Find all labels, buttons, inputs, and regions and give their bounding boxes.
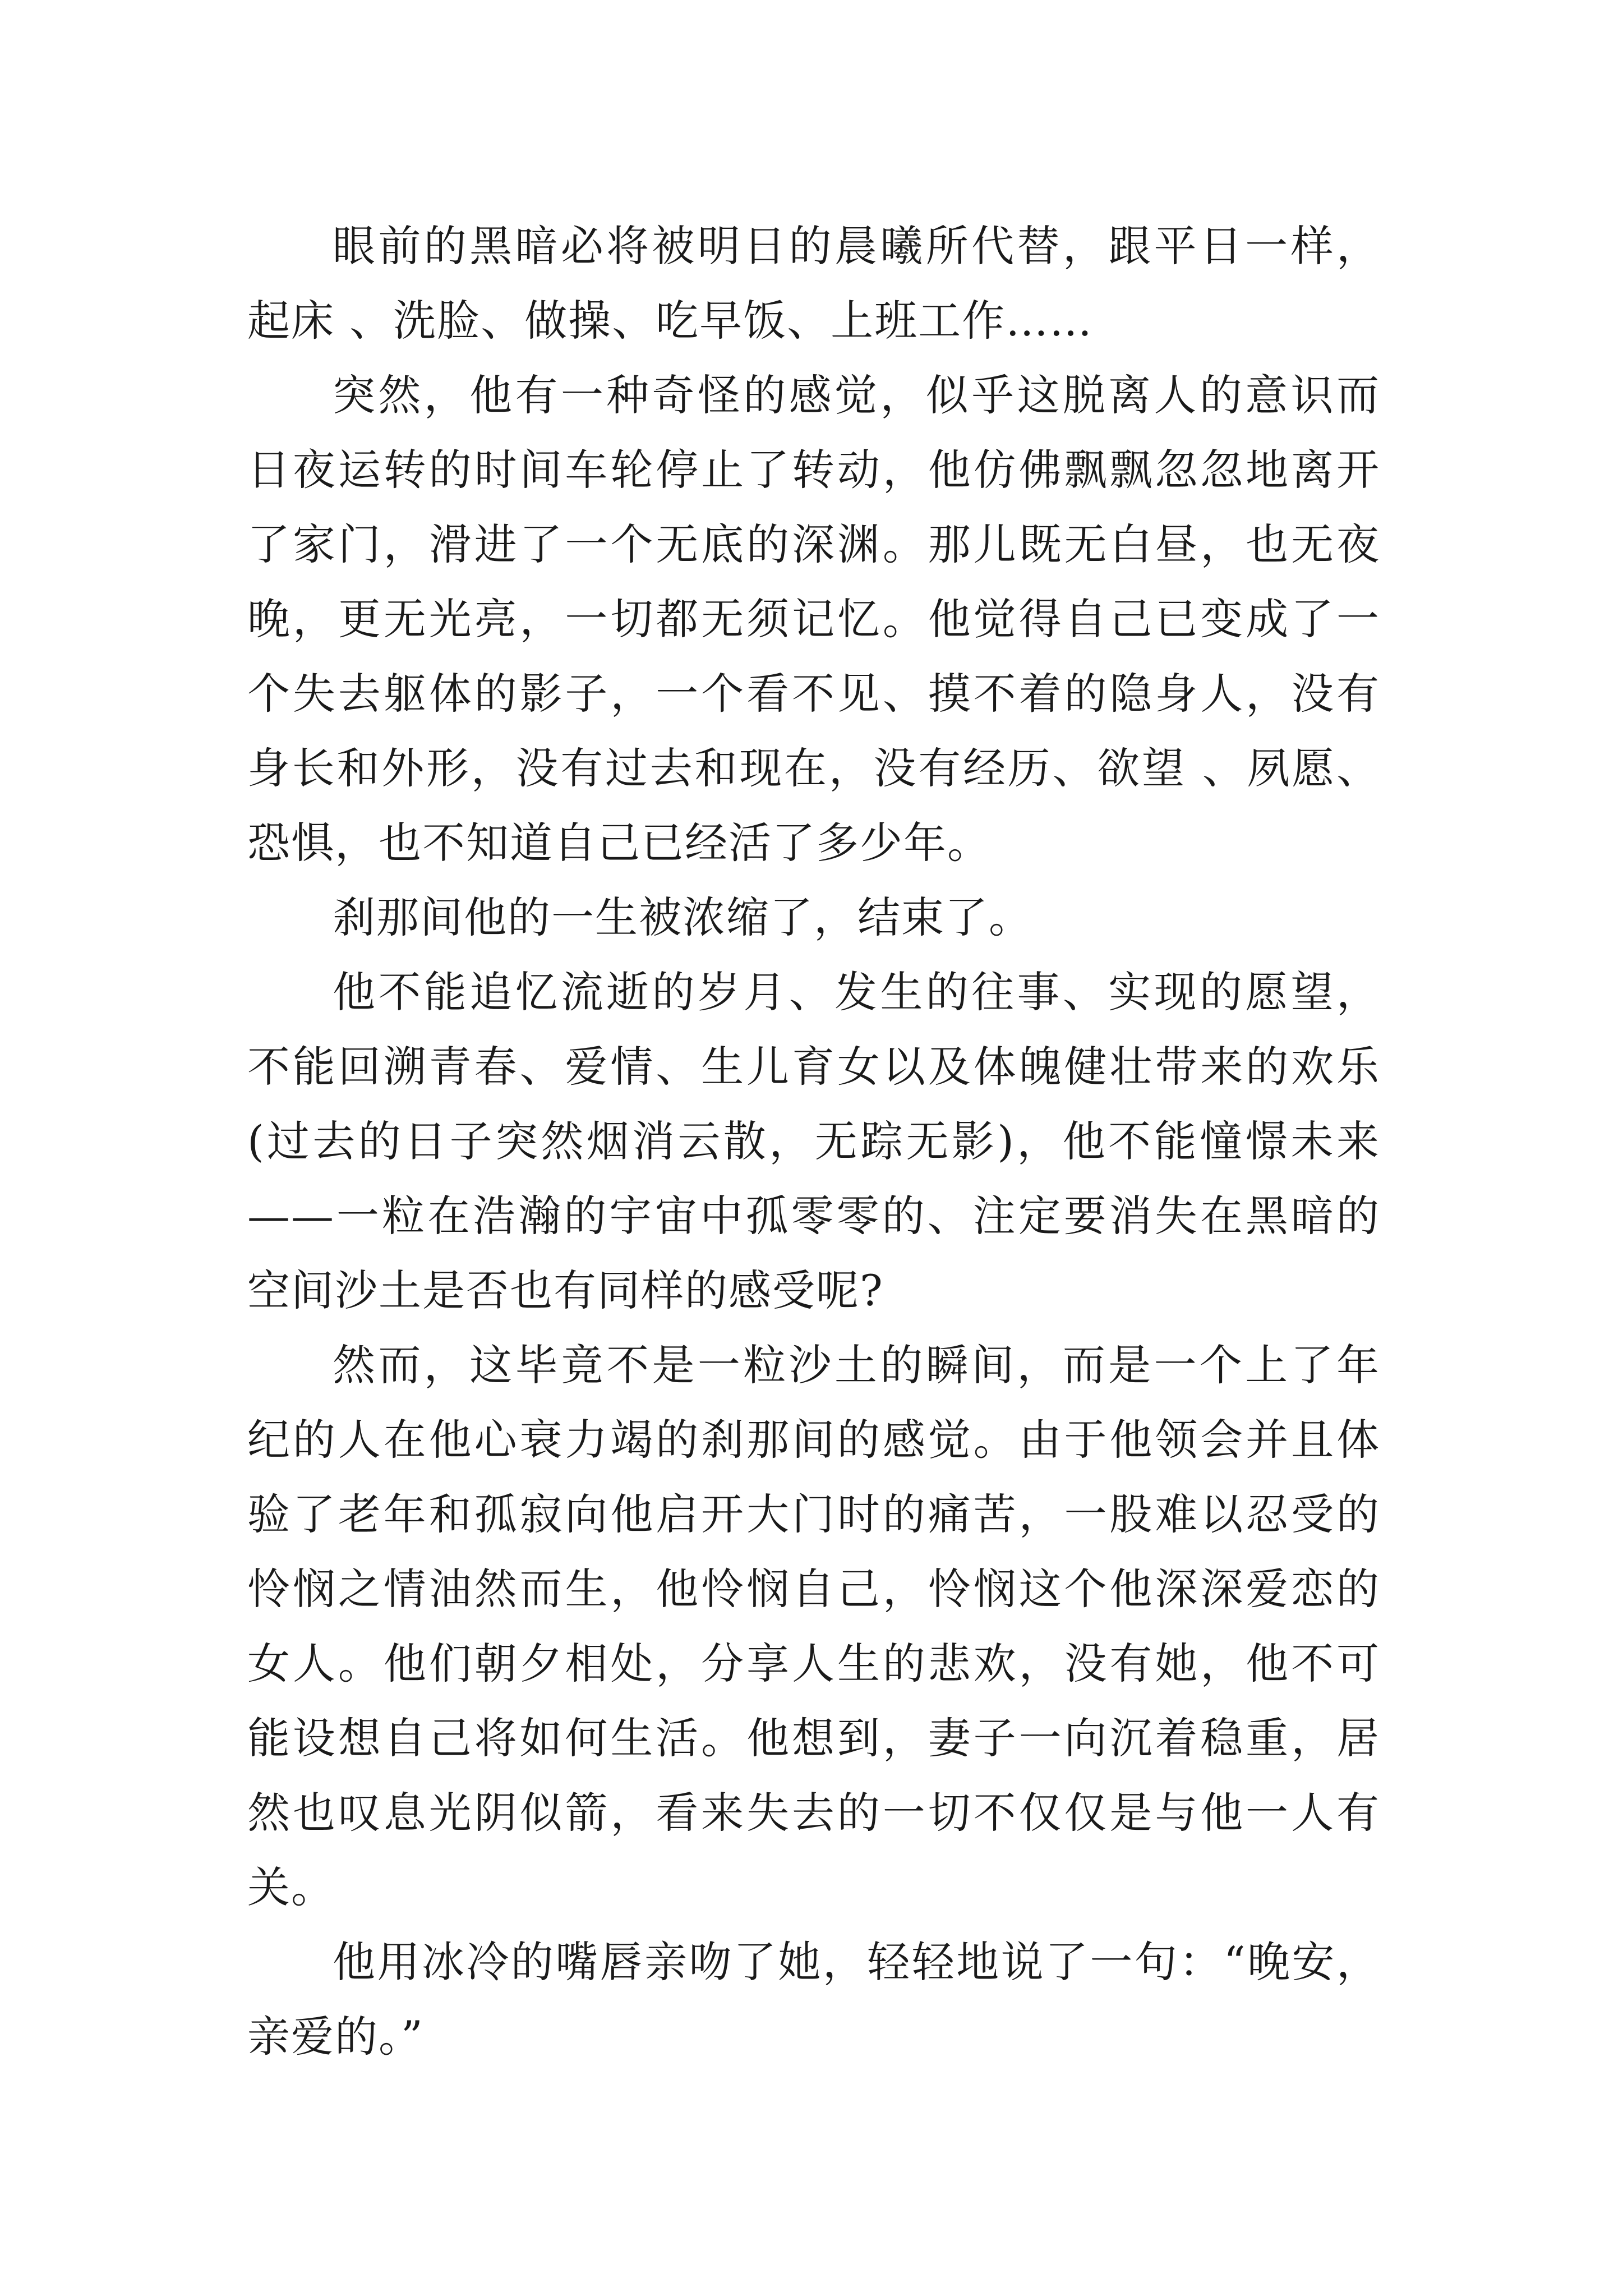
body-text xyxy=(247,209,1380,2074)
paragraph: 刹那间他的一生被浓缩了，结束了。 xyxy=(333,892,1032,942)
paragraph: 然而，这毕竟不是一粒沙土的瞬间，而是一个上了年纪的人在他心衰力竭的刹那间的感觉。由于他领会并且体验了老年和孤寂向他启开大门时的痛苦，一股难以忍受的怜悯之情油然而生，他怜悯自己，怜悯这个他深深爱恋的女人。他们朝夕相处，分享人生的悲欢，没有她，他不可能设想自己将如何生活。他想到，妻子一向沉着稳重，居然也叹息光阴似箭，看来失去的一切不仅仅是与他一人有关。 xyxy=(247,1340,1380,1912)
paragraph: 他用冰冷的嘴唇亲吻了她，轻轻地说了一句：“晚安，亲爱的。” xyxy=(247,1937,1380,2062)
paragraph: 他不能追忆流逝的岁月、发生的往事、实现的愿望，不能回溯青春、爱情、生儿育女以及体魄健壮带来的欢乐(过去的日子突然烟消云散，无踪无影)，他不能憧憬未来——一粒在浩瀚的宇宙中孤零零的、注定要消失在黑暗的空间沙土是否也有同样的感受呢? xyxy=(247,967,1380,1315)
paragraph: 突然，他有一种奇怪的感觉，似乎这脱离人的意识而日夜运转的时间车轮停止了转动，他仿佛飘飘忽忽地离开了家门，滑进了一个无底的深渊。那儿既无白昼，也无夜晚，更无光亮，一切都无须记忆。他觉得自己已变成了一个失去躯体的影子，一个看不见、摸不着的隐身人，没有身长和外形，没有过去和现在，没有经历、欲望 、夙愿、恐惧，也不知道自己已经活了多少年。 xyxy=(247,370,1380,868)
paragraph: 眼前的黑暗必将被明日的晨曦所代替，跟平日一样，起床 、洗脸、做操、吃早饭、上班工作…… xyxy=(247,221,1380,346)
